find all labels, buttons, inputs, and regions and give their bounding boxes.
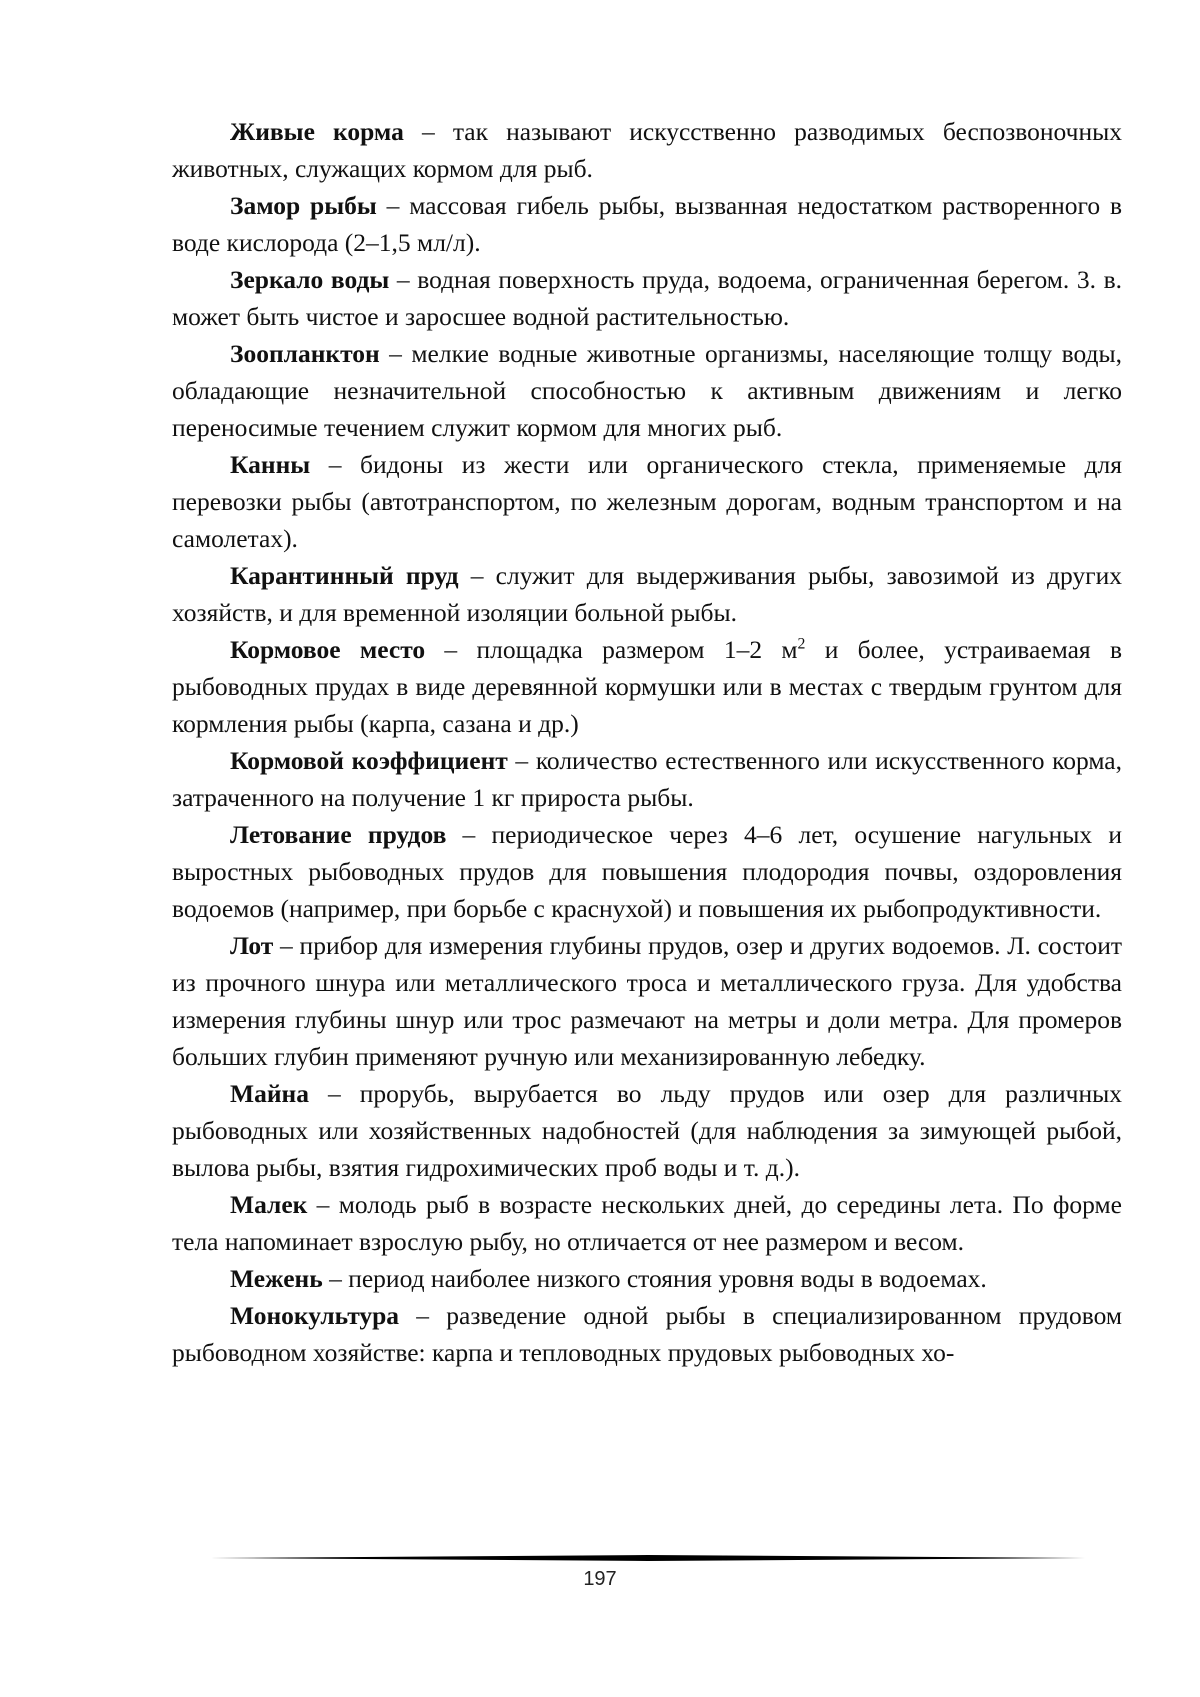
glossary-definition: – прибор для измерения глубины прудов, озер и других водоемов. Л. состоит из прочного шнура или металлического троса и металлического груза. Для удобства измерения глубины шнур или трос размечают на метры и доли метра. Для промеров больших глубин применяют ручную или механизированную лебедку. — [172, 931, 1122, 1071]
glossary-entry — [172, 927, 1122, 1075]
glossary-definition: – массовая гибель рыбы, вызванная недостатком растворенного в воде кислорода (2–1,5 мл/л). — [172, 191, 1122, 257]
glossary-entry — [172, 1260, 1122, 1297]
glossary-term: Майна — [230, 1079, 309, 1108]
glossary-entry — [172, 1075, 1122, 1186]
glossary-entry — [172, 446, 1122, 557]
glossary-term: Живые корма — [230, 117, 404, 146]
glossary-text — [172, 113, 1122, 1371]
glossary-entry — [172, 187, 1122, 261]
glossary-term: Канны — [230, 450, 311, 479]
footer-divider — [210, 1555, 1085, 1561]
page-number: 197 — [583, 1568, 617, 1590]
glossary-definition: – молодь рыб в возрасте нескольких дней, до середины лета. По форме тела напоминает взрослую рыбу, но отличается от нее размером и весом. — [172, 1190, 1122, 1256]
superscript: 2 — [797, 635, 806, 653]
glossary-term: Монокультура — [230, 1301, 400, 1330]
glossary-definition: – прорубь, вырубается во льду прудов или озер для различных рыбоводных или хозяйственных надобностей (для наблюдения за зимующей рыбой, вылова рыбы, взятия гидрохимических проб воды и т. д.). — [172, 1079, 1122, 1182]
glossary-definition: – площадка размером 1–2 м — [425, 635, 798, 664]
glossary-definition: – периодическое через 4–6 лет, осушение нагульных и выростных рыбоводных прудов для повышения плодородия почвы, оздоровления водоемов (например, при борьбе с краснухой) и повышения их рыбопродуктивности. — [172, 820, 1122, 923]
glossary-entry — [172, 631, 1122, 742]
glossary-entry — [172, 742, 1122, 816]
glossary-definition: – количество естественного или искусственного корма, затраченного на получение 1 кг прироста рыбы. — [172, 746, 1122, 812]
glossary-term: Летование прудов — [230, 820, 447, 849]
glossary-definition: – разведение одной рыбы в специализированном прудовом рыбоводном хозяйстве: карпа и тепловодных прудовых рыбоводных хо- — [172, 1301, 1122, 1367]
glossary-term: Замор рыбы — [230, 191, 377, 220]
glossary-term: Межень — [230, 1264, 323, 1293]
glossary-entry — [172, 1186, 1122, 1260]
glossary-entry — [172, 816, 1122, 927]
glossary-term: Кормовой коэффициент — [230, 746, 508, 775]
glossary-term: Зеркало воды — [230, 265, 390, 294]
glossary-definition: – бидоны из жести или органического стекла, применяемые для перевозки рыбы (автотранспортом, по железным дорогам, водным транспортом и на самолетах). — [172, 450, 1122, 553]
glossary-term: Малек — [230, 1190, 308, 1219]
glossary-term: Кормовое место — [230, 635, 426, 664]
glossary-term: Зоопланктон — [230, 339, 380, 368]
glossary-definition: – водная поверхность пруда, водоема, ограниченная берегом. 3. в. может быть чистое и заросшее водной растительностью. — [172, 265, 1122, 331]
glossary-term: Лот — [230, 931, 274, 960]
glossary-definition: – служит для выдерживания рыбы, завозимой из других хозяйств, и для временной изоляции больной рыбы. — [172, 561, 1122, 627]
glossary-term: Карантинный пруд — [230, 561, 459, 590]
glossary-definition: – так называют искусственно разводимых беспозвоночных животных, служащих кормом для рыб. — [172, 117, 1122, 183]
glossary-entry — [172, 1297, 1122, 1371]
glossary-definition: – мелкие водные животные организмы, населяющие толщу воды, обладающие незначительной способностью к активным движениям и легко переносимые течением служит кормом для многих рыб. — [172, 339, 1122, 442]
glossary-entry — [172, 113, 1122, 187]
glossary-entry — [172, 335, 1122, 446]
glossary-entry — [172, 557, 1122, 631]
glossary-definition-continued: и более, устраиваемая в рыбоводных прудах в виде деревянной кормушки или в местах с твердым грунтом для кормления рыбы (карпа, сазана и др.) — [172, 635, 1122, 738]
glossary-definition: – период наиболее низкого стояния уровня воды в водоемах. — [322, 1264, 987, 1293]
glossary-entry — [172, 261, 1122, 335]
